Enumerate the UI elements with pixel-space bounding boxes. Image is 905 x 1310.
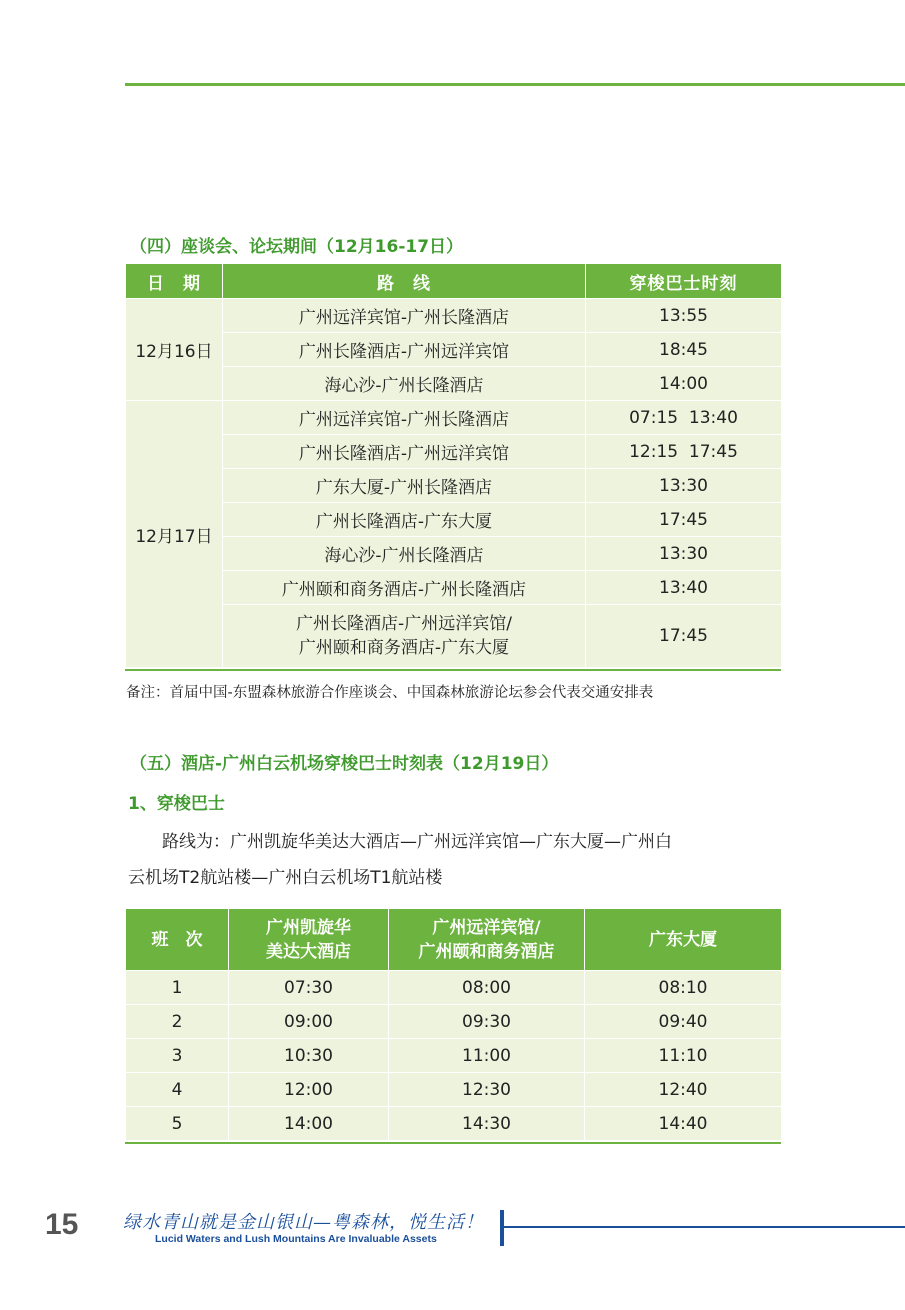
trip-cell: 1 <box>126 971 229 1005</box>
time-cell: 14:40 <box>585 1107 782 1141</box>
page-number: 15 <box>45 1208 79 1241</box>
time-cell: 10:30 <box>229 1039 389 1073</box>
trip-cell: 5 <box>126 1107 229 1141</box>
time-cell: 07:15 13:40 <box>586 401 782 435</box>
footer-rule <box>504 1226 905 1228</box>
time-cell: 09:30 <box>389 1005 585 1039</box>
time-cell: 18:45 <box>586 333 782 367</box>
footer-slogan-cn: 绿水青山就是金山银山—粤森林，悦生活！ <box>123 1212 484 1233</box>
header-stop-kaixuan: 广州凯旋华 美达大酒店 <box>229 909 389 971</box>
route-cell: 广东大厦-广州长隆酒店 <box>223 469 586 503</box>
footer-slogan-en: Lucid Waters and Lush Mountains Are Invaluable Assets <box>155 1233 437 1245</box>
trip-cell: 4 <box>126 1073 229 1107</box>
trip-cell: 2 <box>126 1005 229 1039</box>
section5-subtitle: 1、穿梭巴士 <box>128 794 225 814</box>
table-row <box>126 469 782 503</box>
table-row <box>126 605 782 668</box>
table-row <box>126 333 782 367</box>
table-row <box>126 1107 782 1141</box>
header-date: 日 期 <box>126 264 223 299</box>
header-route: 路 线 <box>223 264 586 299</box>
route-description <box>128 824 778 896</box>
trip-cell: 3 <box>126 1039 229 1073</box>
time-cell: 14:00 <box>229 1107 389 1141</box>
section5-title: （五）酒店-广州白云机场穿梭巴士时刻表（12月19日） <box>130 754 559 774</box>
time-cell: 12:00 <box>229 1073 389 1107</box>
route-cell: 广州远洋宾馆-广州长隆酒店 <box>223 299 586 333</box>
route-cell: 海心沙-广州长隆酒店 <box>223 537 586 571</box>
time-cell: 13:55 <box>586 299 782 333</box>
table-row <box>126 367 782 401</box>
header-trip-number: 班 次 <box>126 909 229 971</box>
route-cell: 广州长隆酒店-广东大厦 <box>223 503 586 537</box>
date-cell: 12月17日 <box>126 401 223 668</box>
route-line: 广州颐和商务酒店-广东大厦 <box>298 638 510 658</box>
time-cell: 09:40 <box>585 1005 782 1039</box>
table-row <box>126 1073 782 1107</box>
time-cell: 14:30 <box>389 1107 585 1141</box>
time-cell: 14:00 <box>586 367 782 401</box>
route-text-line: 云机场T2航站楼—广州白云机场T1航站楼 <box>128 868 443 888</box>
table-bottom-rule <box>125 669 781 671</box>
table-note: 备注：首届中国-东盟森林旅游合作座谈会、中国森林旅游论坛参会代表交通安排表 <box>126 685 654 701</box>
time-cell: 13:30 <box>586 537 782 571</box>
route-text-line: 路线为：广州凯旋华美达大酒店—广州远洋宾馆—广东大厦—广州白 <box>162 832 672 852</box>
table-header-row <box>126 909 782 971</box>
time-cell: 11:10 <box>585 1039 782 1073</box>
table-header-row <box>126 264 782 299</box>
route-line: 广州长隆酒店-广州远洋宾馆/ <box>296 614 512 634</box>
route-cell: 广州颐和商务酒店-广州长隆酒店 <box>223 571 586 605</box>
table-row <box>126 299 782 333</box>
table-row <box>126 1005 782 1039</box>
table-row <box>126 537 782 571</box>
shuttle-table-airport <box>125 908 782 1141</box>
time-cell: 17:45 <box>586 503 782 537</box>
header-stop-yuanyang: 广州远洋宾馆/ 广州颐和商务酒店 <box>389 909 585 971</box>
time-cell: 08:10 <box>585 971 782 1005</box>
time-cell: 09:00 <box>229 1005 389 1039</box>
time-cell: 08:00 <box>389 971 585 1005</box>
section4-title: （四）座谈会、论坛期间（12月16-17日） <box>130 237 464 257</box>
time-cell: 12:15 17:45 <box>586 435 782 469</box>
shuttle-table-forum <box>125 263 782 668</box>
time-cell: 12:40 <box>585 1073 782 1107</box>
table-row <box>126 401 782 435</box>
route-cell: 海心沙-广州长隆酒店 <box>223 367 586 401</box>
table-row <box>126 971 782 1005</box>
route-cell-multiline <box>223 605 586 668</box>
route-cell: 广州长隆酒店-广州远洋宾馆 <box>223 435 586 469</box>
time-cell: 17:45 <box>586 605 782 668</box>
table-row <box>126 1039 782 1073</box>
table-bottom-rule <box>125 1142 781 1144</box>
time-cell: 12:30 <box>389 1073 585 1107</box>
time-cell: 11:00 <box>389 1039 585 1073</box>
time-cell: 13:30 <box>586 469 782 503</box>
table-row <box>126 571 782 605</box>
date-cell: 12月16日 <box>126 299 223 401</box>
time-cell: 13:40 <box>586 571 782 605</box>
route-cell: 广州远洋宾馆-广州长隆酒店 <box>223 401 586 435</box>
route-cell: 广州长隆酒店-广州远洋宾馆 <box>223 333 586 367</box>
footer-accent-bar <box>500 1210 504 1246</box>
header-shuttle-time: 穿梭巴士时刻 <box>586 264 782 299</box>
table-row <box>126 503 782 537</box>
time-cell: 07:30 <box>229 971 389 1005</box>
header-stop-guangdong: 广东大厦 <box>585 909 782 971</box>
top-divider <box>125 83 905 86</box>
table-row <box>126 435 782 469</box>
